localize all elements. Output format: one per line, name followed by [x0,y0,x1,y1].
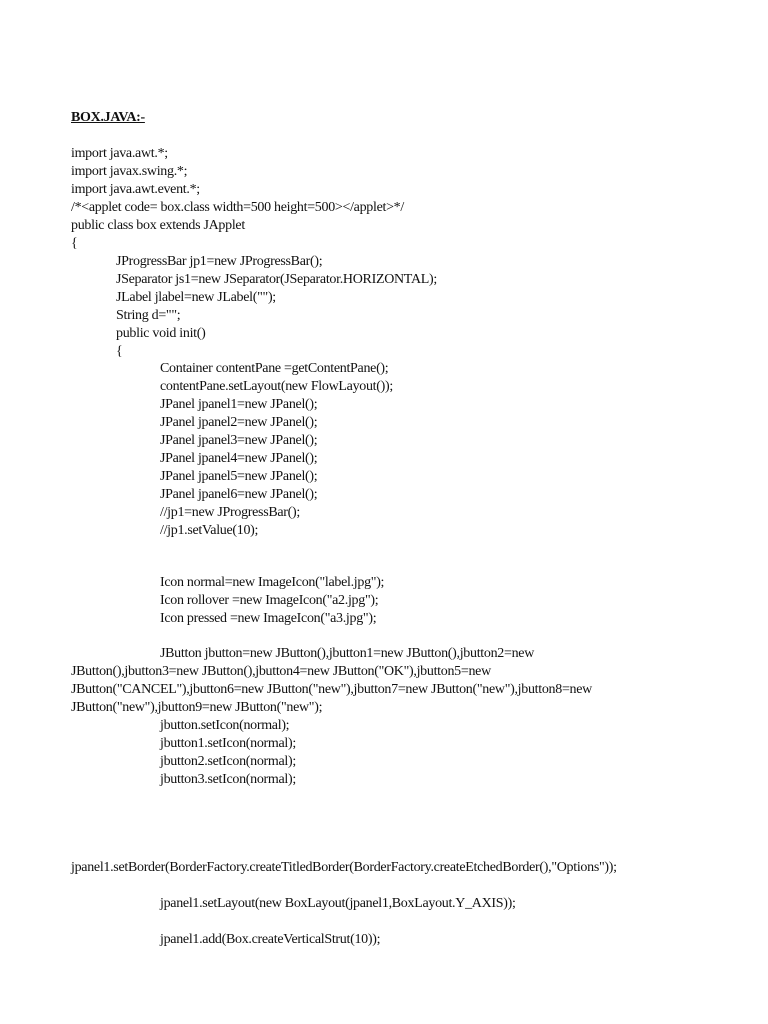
code-line: JPanel jpanel3=new JPanel(); [160,433,318,448]
code-line: public void init() [116,326,206,341]
code-line: JSeparator js1=new JSeparator(JSeparator.HORIZONTAL); [116,272,437,287]
code-line: jpanel1.setBorder(BorderFactory.createTitledBorder(BorderFactory.createEtchedBorder(),"Options")); [71,860,617,875]
code-line: JPanel jpanel1=new JPanel(); [160,397,318,412]
code-line: JButton("CANCEL"),jbutton6=new JButton("new"),jbutton7=new JButton("new"),jbutton8=new [71,682,592,697]
code-line: jbutton2.setIcon(normal); [160,754,296,769]
code-line: Container contentPane =getContentPane(); [160,361,389,376]
code-line: JProgressBar jp1=new JProgressBar(); [116,254,323,269]
code-line: //jp1=new JProgressBar(); [160,505,300,520]
code-line: JButton jbutton=new JButton(),jbutton1=new JButton(),jbutton2=new [160,646,535,661]
code-line: JLabel jlabel=new JLabel(""); [116,290,276,305]
code-line: String d=""; [116,308,181,323]
code-line: jbutton1.setIcon(normal); [160,736,296,751]
code-line: import javax.swing.*; [71,164,188,179]
code-line: Icon rollover =new ImageIcon("a2.jpg"); [160,593,379,608]
code-line: JButton("new"),jbutton9=new JButton("new"); [71,700,323,715]
code-line: jpanel1.add(Box.createVerticalStrut(10)); [160,932,381,947]
code-line: jbutton3.setIcon(normal); [160,772,296,787]
code-line: JPanel jpanel2=new JPanel(); [160,415,318,430]
code-line: import java.awt.*; [71,146,168,161]
code-line: public class box extends JApplet [71,218,245,233]
document-heading: BOX.JAVA:- [71,110,145,125]
code-line: import java.awt.event.*; [71,182,200,197]
code-line: JPanel jpanel4=new JPanel(); [160,451,318,466]
code-line: /*<applet code= box.class width=500 height=500></applet>*/ [71,200,404,215]
code-line: { [116,344,123,359]
code-line: JButton(),jbutton3=new JButton(),jbutton4=new JButton("OK"),jbutton5=new [71,664,491,679]
code-line: jbutton.setIcon(normal); [160,718,290,733]
code-line: Icon normal=new ImageIcon("label.jpg"); [160,575,385,590]
code-line: Icon pressed =new ImageIcon("a3.jpg"); [160,611,377,626]
code-line: JPanel jpanel6=new JPanel(); [160,487,318,502]
code-line: jpanel1.setLayout(new BoxLayout(jpanel1,BoxLayout.Y_AXIS)); [160,896,516,911]
code-line: { [71,236,78,251]
code-line: contentPane.setLayout(new FlowLayout()); [160,379,393,394]
code-line: JPanel jpanel5=new JPanel(); [160,469,318,484]
code-line: //jp1.setValue(10); [160,523,259,538]
